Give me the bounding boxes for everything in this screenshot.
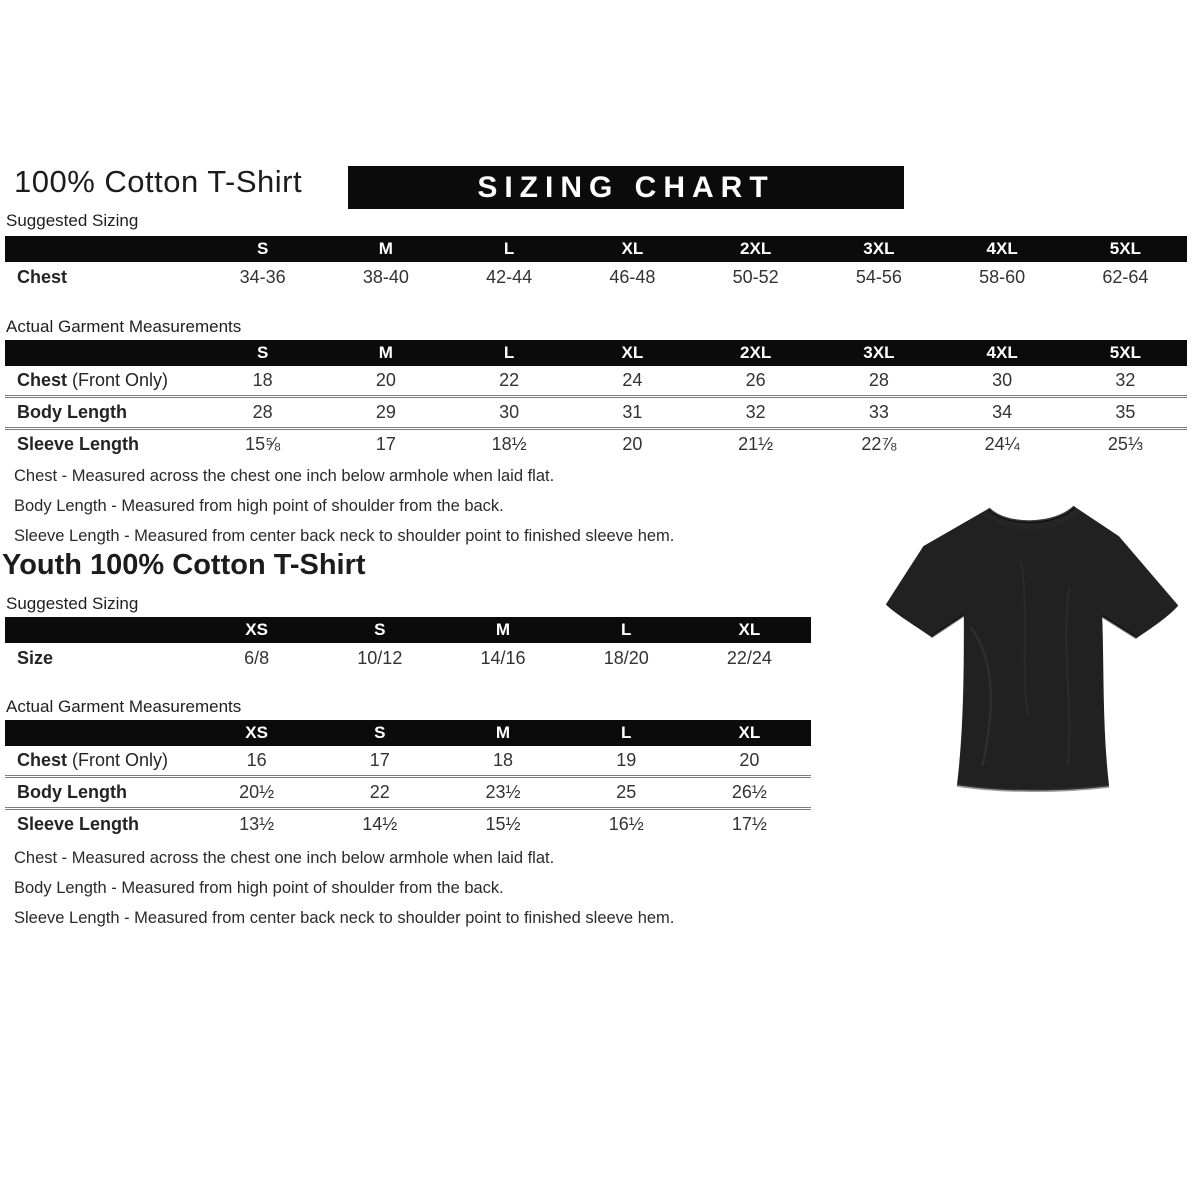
- sizing-chart-banner: SIZING CHART: [348, 166, 904, 209]
- column-header: M: [378, 343, 393, 362]
- column-header: 4XL: [986, 239, 1018, 258]
- row-label: [5, 370, 201, 391]
- cell: 30: [499, 402, 520, 422]
- cell: 14½: [362, 814, 398, 834]
- row-label: [5, 267, 201, 288]
- row-label-text: Chest: [17, 267, 68, 287]
- table-row: [5, 398, 1187, 430]
- cell: 6/8: [244, 648, 270, 668]
- note-line: Chest - Measured across the chest one inch below armhole when laid flat.: [14, 467, 555, 485]
- youth-measurement-notes: [14, 843, 674, 933]
- cell: 58-60: [979, 267, 1026, 287]
- column-header: XL: [621, 239, 644, 258]
- youth-suggested-sizing-label: Suggested Sizing: [6, 594, 139, 613]
- table-row: [5, 746, 811, 778]
- column-header: L: [621, 620, 632, 639]
- cell: 42-44: [486, 267, 533, 287]
- column-header: 2XL: [740, 343, 772, 362]
- column-header: 5XL: [1109, 239, 1141, 258]
- column-header: L: [503, 343, 515, 362]
- cell: 32: [1115, 370, 1136, 390]
- table-header-row: [5, 236, 1187, 262]
- cell: 46-48: [609, 267, 656, 287]
- row-label: [5, 750, 195, 771]
- cell: 35: [1115, 402, 1136, 422]
- column-header: 5XL: [1109, 343, 1141, 362]
- row-label: [5, 402, 201, 423]
- cell: 38-40: [362, 267, 409, 287]
- cell: 26: [745, 370, 766, 390]
- note-line: Body Length - Measured from high point of shoulder from the back.: [14, 879, 504, 897]
- cell: 14/16: [480, 648, 526, 668]
- cell: 16½: [608, 814, 644, 834]
- column-header: S: [374, 620, 386, 639]
- cell: 20: [622, 434, 643, 454]
- cell: 30: [992, 370, 1013, 390]
- cell: 34: [992, 402, 1013, 422]
- row-label-text: Sleeve Length: [17, 434, 140, 454]
- youth-actual-measurements-label: Actual Garment Measurements: [6, 697, 242, 716]
- cell: 18: [252, 370, 273, 390]
- cell: 18½: [491, 434, 527, 454]
- note-line: Sleeve Length - Measured from center back neck to shoulder point to finished sleeve hem.: [14, 909, 675, 927]
- adult-suggested-sizing-table: [5, 236, 1187, 293]
- cell: 24¼: [984, 434, 1020, 454]
- cell: 18: [492, 750, 514, 770]
- column-header: M: [495, 723, 511, 742]
- cell: 20: [375, 370, 396, 390]
- column-header: XS: [245, 723, 268, 742]
- cell: 50-52: [732, 267, 779, 287]
- row-label-text: Size: [17, 648, 54, 668]
- cell: 22⅞: [861, 434, 897, 454]
- tshirt-photo: [872, 466, 1198, 818]
- table-header-row: [5, 617, 811, 643]
- youth-suggested-sizing-table: [5, 617, 811, 674]
- cell: 25: [616, 782, 637, 802]
- row-label-text: Chest: [17, 750, 68, 770]
- row-label-text: Chest: [17, 370, 68, 390]
- table-row: [5, 366, 1187, 398]
- column-header: M: [378, 239, 393, 258]
- adult-actual-measurements-table: [5, 340, 1187, 459]
- youth-actual-measurements-table: [5, 720, 811, 839]
- cell: 15⅝: [245, 434, 281, 454]
- column-header: XL: [738, 723, 761, 742]
- cell: 10/12: [357, 648, 403, 668]
- column-header: XL: [621, 343, 644, 362]
- column-header: XS: [245, 620, 268, 639]
- table-header-row: [5, 720, 811, 746]
- cell: 17: [375, 434, 396, 454]
- row-label: [5, 814, 195, 835]
- cell: 54-56: [855, 267, 902, 287]
- column-header: S: [374, 723, 386, 742]
- row-label-text: Sleeve Length: [17, 814, 140, 834]
- page-title: 100% Cotton T-Shirt: [14, 164, 303, 199]
- adult-measurement-notes: [14, 461, 674, 551]
- table-row: [5, 262, 1187, 293]
- row-label-text: Body Length: [17, 782, 127, 802]
- column-header: 3XL: [863, 343, 895, 362]
- column-header: S: [256, 239, 269, 258]
- column-header: S: [256, 343, 269, 362]
- cell: 21½: [738, 434, 774, 454]
- table-row: [5, 430, 1187, 459]
- youth-title: Youth 100% Cotton T-Shirt: [2, 549, 366, 581]
- table-header-row: [5, 340, 1187, 366]
- cell: 19: [616, 750, 637, 770]
- cell: 62-64: [1102, 267, 1149, 287]
- cell: 18/20: [603, 648, 649, 668]
- row-label: [5, 782, 195, 803]
- column-header: L: [503, 239, 515, 258]
- cell: 15½: [485, 814, 521, 834]
- cell: 32: [745, 402, 766, 422]
- cell: 28: [252, 402, 273, 422]
- table-row: [5, 778, 811, 810]
- table-row: [5, 810, 811, 839]
- cell: 22/24: [726, 648, 772, 668]
- column-header: 3XL: [863, 239, 895, 258]
- adult-suggested-sizing-label: Suggested Sizing: [6, 211, 139, 230]
- cell: 33: [868, 402, 889, 422]
- cell: 20: [739, 750, 760, 770]
- row-label-text: Body Length: [17, 402, 127, 422]
- cell: 24: [622, 370, 643, 390]
- cell: 28: [868, 370, 889, 390]
- cell: 17½: [731, 814, 767, 834]
- cell: 31: [622, 402, 643, 422]
- row-label-suffix: (Front Only): [67, 370, 169, 390]
- row-label: [5, 434, 201, 455]
- note-line: Sleeve Length - Measured from center back neck to shoulder point to finished sleeve hem.: [14, 527, 675, 545]
- column-header: M: [495, 620, 511, 639]
- cell: 22: [499, 370, 520, 390]
- column-header: L: [621, 723, 632, 742]
- cell: 25⅓: [1107, 434, 1143, 454]
- cell: 29: [375, 402, 396, 422]
- cell: 22: [369, 782, 390, 802]
- cell: 13½: [239, 814, 275, 834]
- column-header: 2XL: [740, 239, 772, 258]
- note-line: Body Length - Measured from high point of shoulder from the back.: [14, 497, 504, 515]
- cell: 34-36: [239, 267, 286, 287]
- cell: 16: [246, 750, 267, 770]
- cell: 26½: [731, 782, 767, 802]
- adult-actual-measurements-label: Actual Garment Measurements: [6, 317, 242, 336]
- row-label-suffix: (Front Only): [67, 750, 169, 770]
- cell: 20½: [239, 782, 275, 802]
- column-header: XL: [738, 620, 761, 639]
- note-line: Chest - Measured across the chest one inch below armhole when laid flat.: [14, 849, 555, 867]
- cell: 23½: [485, 782, 521, 802]
- row-label: [5, 648, 195, 669]
- cell: 17: [369, 750, 390, 770]
- table-row: [5, 643, 811, 674]
- column-header: 4XL: [986, 343, 1018, 362]
